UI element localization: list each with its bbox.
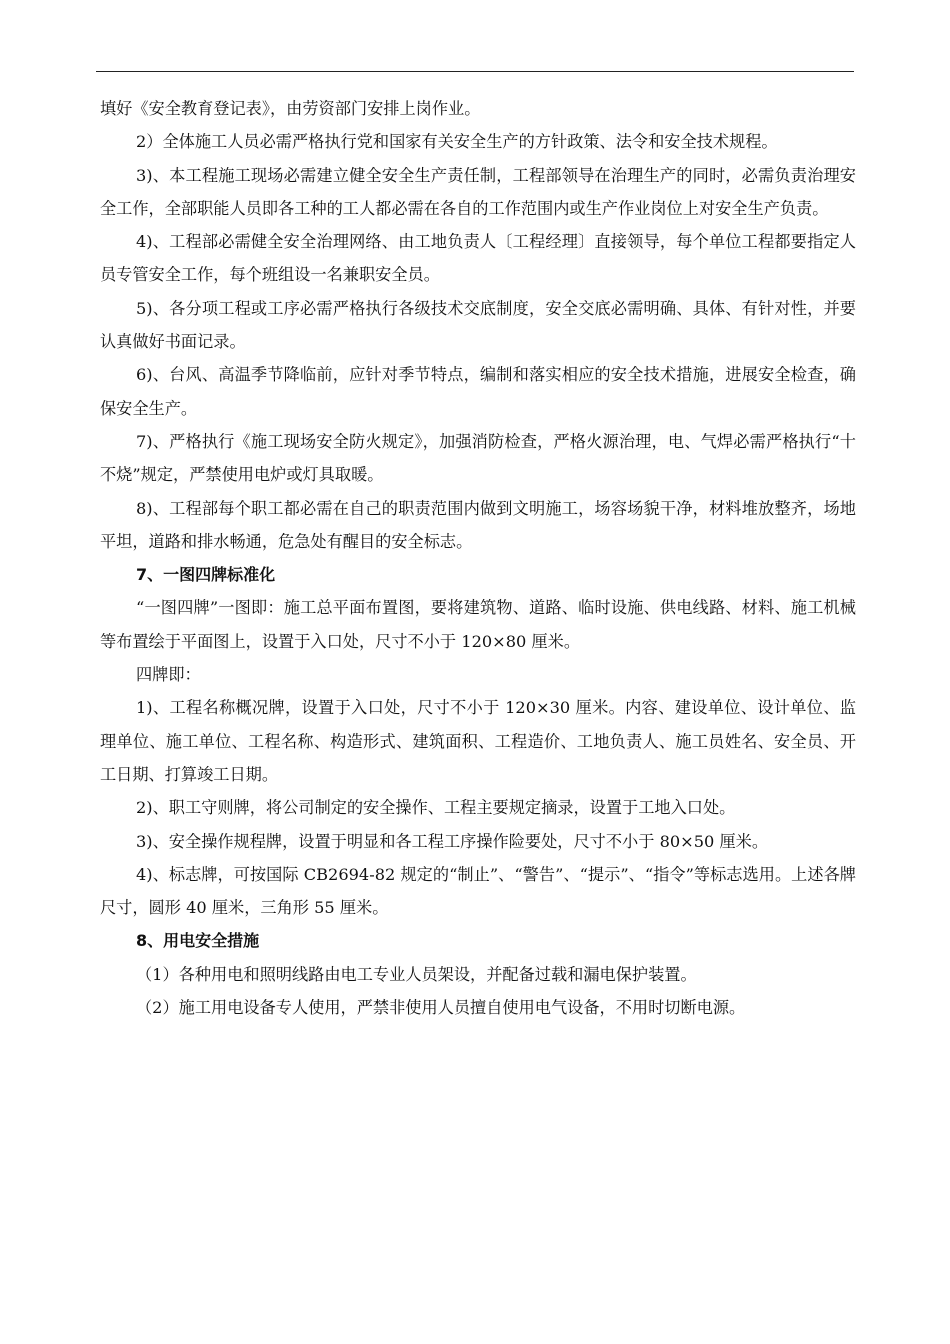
paragraph-item-7: 7)、严格执行《施工现场安全防火规定》，加强消防检查，严格火源治理，电、气焊必需严格执行“十不烧”规定，严禁使用电炉或灯具取暖。 <box>100 431 856 485</box>
paragraph-sign-4: 4)、标志牌，可按国际 CB2694-82 规定的“制止”、“警告”、“提示”、“指令”等标志选用。上述各牌尺寸，圆形 40 厘米，三角形 55 厘米。 <box>100 864 856 918</box>
paragraph-electric-1: （1）各种用电和照明线路由电工专业人员架设，并配备过载和漏电保护装置。 <box>136 964 697 984</box>
paragraph-electric-2: （2）施工用电设备专人使用，严禁非使用人员擅自使用电气设备，不用时切断电源。 <box>136 998 746 1018</box>
paragraph-one-map: “一图四牌”一图即：施工总平面布置图，要将建筑物、道路、临时设施、供电线路、材料、施工机械等布置绘于平面图上，设置于入口处，尺寸不小于 120×80 厘米。 <box>100 598 856 651</box>
paragraph-item-2: 2）全体施工人员必需严格执行党和国家有关安全生产的方针政策、法令和安全技术规程。 <box>136 132 778 152</box>
paragraph-four-signs-intro: 四牌即： <box>136 665 201 685</box>
paragraph-item-5: 5)、各分项工程或工序必需严格执行各级技术交底制度，安全交底必需明确、具体、有针对性，并要认真做好书面记录。 <box>100 298 856 352</box>
section-heading-8: 8、用电安全措施 <box>136 931 260 951</box>
section-heading-7: 7、一图四牌标准化 <box>136 565 276 585</box>
paragraph-continuation: 填好《安全教育登记表》，由劳资部门安排上岗作业。 <box>100 99 481 118</box>
header-rule <box>96 71 854 72</box>
paragraph-sign-2: 2)、职工守则牌，将公司制定的安全操作、工程主要规定摘录，设置于工地入口处。 <box>136 798 736 818</box>
paragraph-item-8: 8)、工程部每个职工都必需在自己的职责范围内做到文明施工，场容场貌干净，材料堆放整齐，场地平坦，道路和排水畅通，危急处有醒目的安全标志。 <box>100 498 856 551</box>
document-body <box>100 92 856 1024</box>
paragraph-item-3: 3)、本工程施工现场必需建立健全安全生产责任制，工程部领导在治理生产的同时，必需负责治理安全工作，全部职能人员即各工种的工人都必需在各自的工作范围内或生产作业岗位上对安全生产负责。 <box>100 165 856 218</box>
paragraph-sign-1: 1)、工程名称概况牌，设置于入口处，尺寸不小于 120×30 厘米。内容、建设单位、设计单位、监理单位、施工单位、工程名称、构造形式、建筑面积、工程造价、工地负责人、施工员姓名、安全员、开工日期、打算竣工日期。 <box>100 698 856 784</box>
paragraph-item-6: 6)、台风、高温季节降临前，应针对季节特点，编制和落实相应的安全技术措施，进展安全检查，确保安全生产。 <box>100 365 856 418</box>
paragraph-item-4: 4)、工程部必需健全安全治理网络、由工地负责人〔工程经理〕直接领导，每个单位工程都要指定人员专管安全工作，每个班组设一名兼职安全员。 <box>100 232 856 285</box>
paragraph-sign-3: 3)、安全操作规程牌，设置于明显和各工程工序操作险要处，尺寸不小于 80×50 厘米。 <box>136 831 769 851</box>
